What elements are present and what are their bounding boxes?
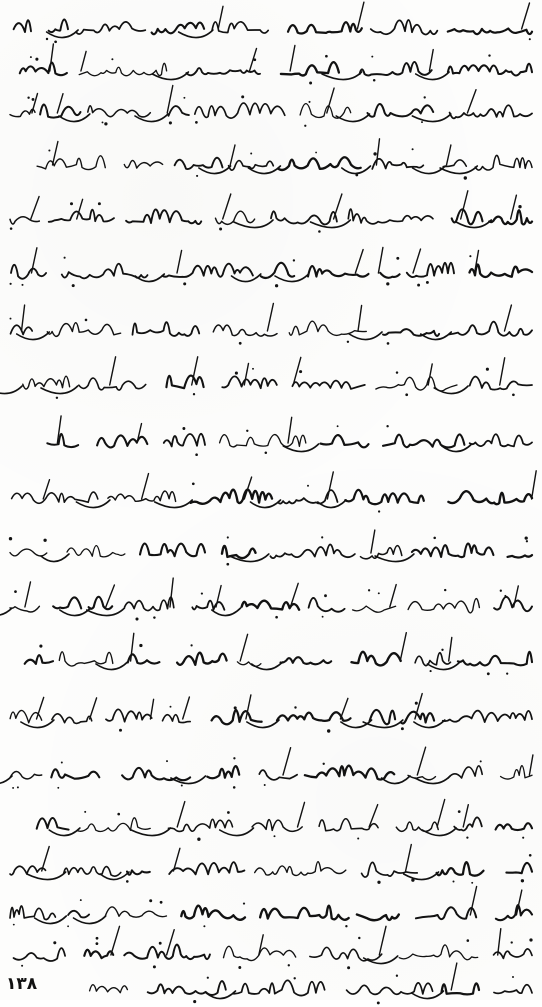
page-number: ١٣٨: [6, 974, 38, 994]
manuscript-line: [0, 304, 542, 348]
manuscript-line: [0, 748, 542, 792]
manuscript-line: [0, 526, 542, 570]
manuscript-line: [0, 800, 542, 844]
manuscript-line: [0, 472, 542, 516]
manuscript-line: [0, 963, 542, 1007]
manuscript-line: [0, 416, 542, 460]
manuscript-line: [0, 580, 542, 624]
manuscript-line: [0, 86, 542, 130]
manuscript-line: [0, 692, 542, 736]
manuscript-line: [0, 888, 542, 932]
manuscript-line: [0, 138, 542, 182]
manuscript-line: [0, 2, 542, 46]
manuscript-line: [0, 844, 542, 888]
manuscript-line: [0, 192, 542, 236]
manuscript-line: [0, 246, 542, 290]
manuscript-line: [0, 358, 542, 402]
manuscript-line: [0, 634, 542, 678]
manuscript-line: [0, 44, 542, 88]
